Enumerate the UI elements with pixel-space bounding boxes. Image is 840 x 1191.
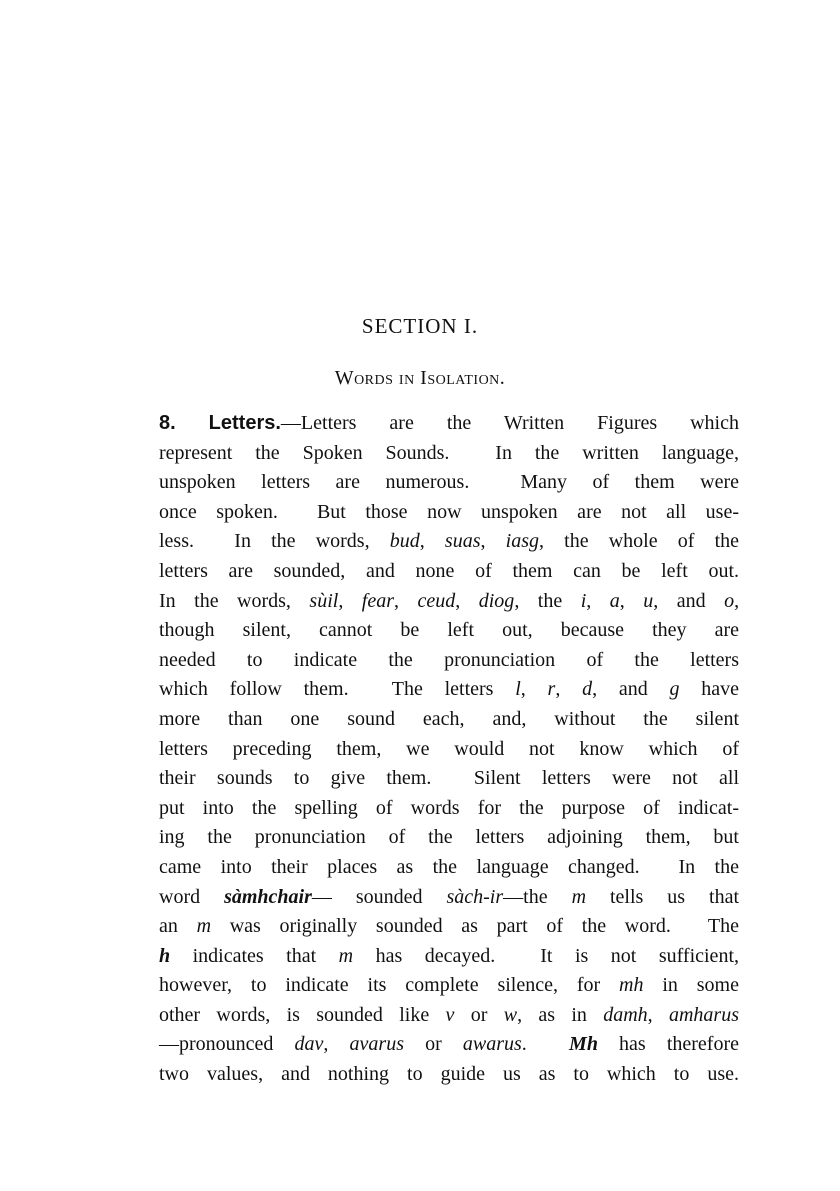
text-line	[159, 587, 739, 617]
text-run: letters are sounded, and none of them can be left out.	[159, 559, 739, 582]
text-run: — sounded	[311, 885, 447, 908]
text-run: have	[679, 678, 740, 701]
text-run: less. In the words,	[159, 530, 390, 553]
italic-word: g	[669, 678, 680, 701]
bold-word: Mh	[569, 1033, 598, 1056]
text-line	[159, 498, 739, 528]
text-line	[159, 705, 739, 735]
italic-word: damh	[603, 1003, 648, 1026]
text-line	[159, 794, 739, 824]
text-run: their sounds to give them. Silent letters were not all	[159, 767, 739, 790]
text-run: , as in	[517, 1003, 604, 1026]
text-line	[159, 1030, 739, 1060]
section-subheading: Words in Isolation.	[334, 367, 506, 389]
italic-word: w	[503, 1003, 518, 1026]
text-run: ,	[520, 678, 548, 701]
text-line	[159, 557, 739, 587]
text-run: in some	[643, 974, 739, 997]
text-run: .	[521, 1033, 570, 1056]
text-run: which follow them. The letters	[159, 678, 516, 701]
text-line	[159, 853, 739, 883]
text-line	[159, 912, 739, 942]
text-line	[159, 468, 739, 498]
text-line	[159, 971, 739, 1001]
text-line	[159, 409, 739, 439]
text-run: ,	[394, 589, 418, 612]
text-line	[159, 942, 739, 972]
text-run: In the words,	[159, 589, 310, 612]
text-run: word	[159, 885, 225, 908]
italic-word: o	[724, 589, 735, 612]
text-run: —pronounced	[159, 1033, 295, 1056]
text-run: letters preceding them, we would not know which of	[159, 737, 739, 760]
italic-word: i	[580, 589, 587, 612]
italic-word: ceud	[417, 589, 456, 612]
text-run: though silent, cannot be left out, because they are	[159, 619, 739, 642]
text-run: tells us that	[586, 885, 740, 908]
text-run: —Letters are the Written Figures which	[280, 412, 739, 434]
text-run: ,	[480, 530, 506, 553]
text-line	[159, 764, 739, 794]
text-run: represent the Spoken Sounds. In the written language,	[159, 441, 739, 464]
italic-word: a	[609, 589, 620, 612]
bold-word: sàmhchair	[224, 885, 312, 908]
italic-word: mh	[619, 974, 644, 997]
text-run: ,	[455, 589, 479, 612]
text-run: other words, is sounded like	[159, 1003, 446, 1026]
italic-word: d	[582, 678, 593, 701]
section-heading: SECTION I.	[361, 314, 479, 338]
italic-word: v	[445, 1003, 455, 1026]
italic-word: m	[338, 944, 354, 967]
text-run: ,	[419, 530, 445, 553]
text-line	[159, 646, 739, 676]
text-line	[159, 735, 739, 765]
text-run: , and	[653, 589, 725, 612]
text-run: ,	[586, 589, 610, 612]
text-line	[159, 823, 739, 853]
italic-word: dav	[294, 1033, 324, 1056]
italic-word: diog	[478, 589, 515, 612]
text-run: or	[404, 1033, 463, 1056]
italic-word: bud	[389, 530, 420, 553]
italic-word: u	[643, 589, 654, 612]
italic-word: amharus	[668, 1003, 739, 1026]
paragraph-title: Letters.	[208, 412, 281, 434]
text-line	[159, 1001, 739, 1031]
paragraph-8	[159, 409, 739, 1090]
text-run: , the	[514, 589, 581, 612]
text-run: , and	[592, 678, 670, 701]
italic-word: fear	[361, 589, 395, 612]
text-run: ,	[323, 1033, 350, 1056]
text-line	[159, 527, 739, 557]
italic-word: iasg	[505, 530, 539, 553]
text-line	[159, 883, 739, 913]
text-run: indicates that	[170, 944, 339, 967]
text-run: put into the spelling of words for the purpose of indicat-	[159, 796, 739, 819]
text-run: two values, and nothing to guide us as to which to use.	[159, 1063, 739, 1086]
italic-word: l	[515, 678, 521, 701]
text-run: unspoken letters are numerous. Many of them were	[159, 471, 739, 494]
text-run: was originally sounded as part of the word. The	[211, 915, 739, 938]
italic-word: suas	[444, 530, 481, 553]
text-run: ,	[647, 1003, 669, 1026]
text-run: —the	[503, 885, 572, 908]
paragraph-number: 8.	[159, 412, 176, 434]
text-run: came into their places as the language changed. In the	[159, 855, 739, 878]
text-run: needed to indicate the pronunciation of the letters	[159, 648, 739, 671]
text-run: has therefore	[597, 1033, 739, 1056]
italic-word: sàch-ir	[446, 885, 504, 908]
text-run: ing the pronunciation of the letters adjoining them, but	[159, 826, 739, 849]
text-run: however, to indicate its complete silence, for	[159, 974, 620, 997]
text-line	[159, 616, 739, 646]
text-line	[159, 675, 739, 705]
text-line	[159, 1060, 739, 1090]
bold-word: h	[159, 944, 171, 967]
text-run: , the whole of the	[538, 530, 740, 553]
text-run: ,	[555, 678, 583, 701]
text-run: ,	[338, 589, 362, 612]
text-run: ,	[734, 589, 740, 612]
text-run: has decayed. It is not sufficient,	[353, 944, 739, 967]
text-run: once spoken. But those now unspoken are not all use-	[159, 500, 739, 523]
text-run: ,	[619, 589, 644, 612]
italic-word: m	[196, 915, 212, 938]
text-run: an	[159, 915, 197, 938]
text-run: or	[454, 1003, 504, 1026]
text-line	[159, 439, 739, 469]
italic-word: awarus	[462, 1033, 522, 1056]
italic-word: avarus	[349, 1033, 404, 1056]
italic-word: r	[547, 678, 556, 701]
text-run: more than one sound each, and, without the silent	[159, 707, 739, 730]
italic-word: sùil	[309, 589, 339, 612]
italic-word: m	[571, 885, 587, 908]
